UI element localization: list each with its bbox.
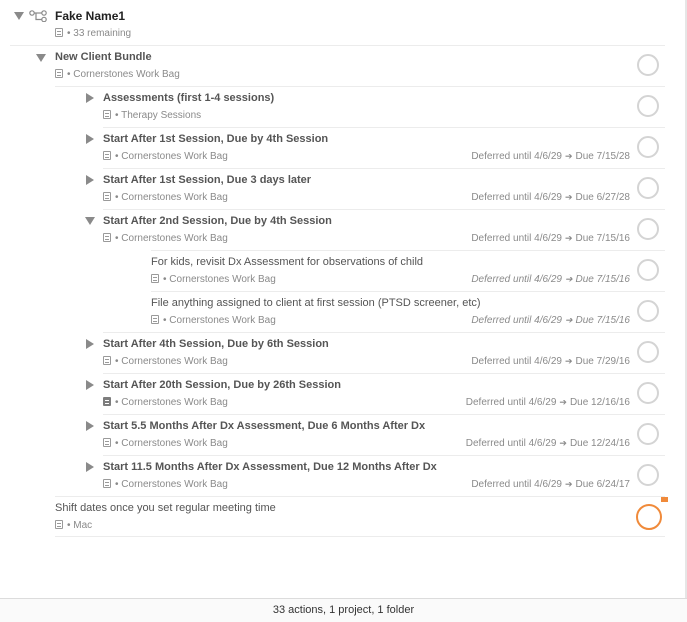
note-filled-icon	[103, 397, 111, 406]
action-title[interactable]: Start After 1st Session, Due 3 days later	[103, 174, 312, 186]
row-divider	[103, 127, 665, 128]
row-divider	[103, 455, 665, 456]
status-circle[interactable]	[637, 177, 659, 199]
action-context: • Cornerstones Work Bag	[103, 438, 228, 449]
disclosure-triangle-collapsed-icon[interactable]	[86, 339, 94, 349]
row-divider	[103, 414, 665, 415]
status-circle[interactable]	[637, 136, 659, 158]
disclosure-triangle-collapsed-icon[interactable]	[86, 93, 94, 103]
action-dates: Deferred until 4/6/29 ➔ Due 7/15/16	[471, 274, 630, 285]
note-icon	[103, 151, 111, 160]
action-title[interactable]: Start After 2nd Session, Due by 4th Session	[103, 215, 332, 227]
status-circle[interactable]	[637, 423, 659, 445]
action-title[interactable]: Start 5.5 Months After Dx Assessment, Due 6 Months After Dx	[103, 420, 426, 432]
action-dates: Deferred until 4/6/29 ➔ Due 12/24/16	[465, 438, 630, 449]
note-icon	[103, 356, 111, 365]
disclosure-triangle-collapsed-icon[interactable]	[86, 380, 94, 390]
action-dates: Deferred until 4/6/29 ➔ Due 7/29/16	[471, 356, 630, 367]
note-icon	[55, 520, 63, 529]
action-title[interactable]: Assessments (first 1-4 sessions)	[103, 92, 275, 104]
note-icon	[103, 192, 111, 201]
action-context: • Cornerstones Work Bag	[103, 356, 228, 367]
folder-hierarchy-icon	[29, 10, 47, 22]
flag-icon	[661, 497, 668, 502]
disclosure-triangle-expanded-icon[interactable]	[14, 12, 24, 20]
row-divider	[151, 250, 665, 251]
action-context: • Mac	[55, 520, 92, 531]
note-icon	[103, 438, 111, 447]
action-dates: Deferred until 4/6/29 ➔ Due 6/24/17	[471, 479, 630, 490]
disclosure-triangle-expanded-icon[interactable]	[85, 217, 95, 225]
folder-title[interactable]: Fake Name1	[55, 9, 126, 23]
status-summary: 33 actions, 1 project, 1 folder	[272, 604, 415, 616]
disclosure-triangle-expanded-icon[interactable]	[36, 54, 46, 62]
arrow-right-icon: ➔	[564, 274, 573, 284]
arrow-right-icon: ➔	[559, 438, 567, 448]
action-context: • Cornerstones Work Bag	[103, 233, 228, 244]
action-dates: Deferred until 4/6/29 ➔ Due 12/16/16	[465, 397, 630, 408]
action-context: • Cornerstones Work Bag	[103, 397, 228, 408]
disclosure-triangle-collapsed-icon[interactable]	[86, 462, 94, 472]
status-circle[interactable]	[637, 464, 659, 486]
arrow-right-icon: ➔	[564, 233, 573, 243]
status-circle[interactable]	[637, 95, 659, 117]
action-context: • Therapy Sessions	[103, 110, 201, 121]
note-icon	[55, 69, 63, 78]
note-icon	[103, 110, 111, 119]
flagged-status-circle[interactable]	[636, 504, 662, 530]
action-context: • Cornerstones Work Bag	[151, 315, 276, 326]
disclosure-triangle-collapsed-icon[interactable]	[86, 421, 94, 431]
action-dates: Deferred until 4/6/29 ➔ Due 7/15/16	[471, 233, 630, 244]
action-dates: Deferred until 4/6/29 ➔ Due 7/15/16	[471, 315, 630, 326]
arrow-right-icon: ➔	[564, 192, 573, 202]
note-icon	[103, 233, 111, 242]
action-dates: Deferred until 4/6/29 ➔ Due 7/15/28	[471, 151, 630, 162]
note-icon	[103, 479, 111, 488]
row-divider	[103, 209, 665, 210]
status-bar	[0, 598, 687, 622]
status-circle[interactable]	[637, 218, 659, 240]
action-title[interactable]: Start After 4th Session, Due by 6th Session	[103, 338, 329, 350]
project-title[interactable]: New Client Bundle	[55, 51, 152, 63]
action-title[interactable]: Start After 1st Session, Due by 4th Session	[103, 133, 329, 145]
status-circle[interactable]	[637, 259, 659, 281]
row-divider	[10, 45, 665, 46]
action-context: • Cornerstones Work Bag	[103, 151, 228, 162]
row-divider	[151, 291, 665, 292]
status-circle[interactable]	[637, 341, 659, 363]
disclosure-triangle-collapsed-icon[interactable]	[86, 175, 94, 185]
folder-subtitle: • 33 remaining	[55, 28, 131, 39]
action-title[interactable]: Start 11.5 Months After Dx Assessment, Due 12 Months After Dx	[103, 461, 437, 473]
action-title[interactable]: Start After 20th Session, Due by 26th Session	[103, 379, 341, 391]
action-title[interactable]: Shift dates once you set regular meeting time	[55, 502, 276, 514]
status-circle[interactable]	[637, 300, 659, 322]
arrow-right-icon: ➔	[564, 151, 573, 161]
status-circle[interactable]	[637, 382, 659, 404]
project-context: • Cornerstones Work Bag	[55, 69, 180, 80]
note-icon	[151, 315, 159, 324]
arrow-right-icon: ➔	[564, 315, 573, 325]
arrow-right-icon: ➔	[564, 356, 573, 366]
action-title[interactable]: For kids, revisit Dx Assessment for observations of child	[151, 256, 424, 268]
action-title[interactable]: File anything assigned to client at first session (PTSD screener, etc)	[151, 297, 481, 309]
row-divider	[55, 536, 665, 537]
disclosure-triangle-collapsed-icon[interactable]	[86, 134, 94, 144]
note-icon	[151, 274, 159, 283]
action-context: • Cornerstones Work Bag	[103, 479, 228, 490]
row-divider	[103, 332, 665, 333]
note-icon	[55, 28, 63, 37]
action-context: • Cornerstones Work Bag	[103, 192, 228, 203]
row-divider	[103, 168, 665, 169]
row-divider	[55, 86, 665, 87]
row-divider	[103, 373, 665, 374]
row-divider	[55, 496, 665, 497]
action-context: • Cornerstones Work Bag	[151, 274, 276, 285]
action-dates: Deferred until 4/6/29 ➔ Due 6/27/28	[471, 192, 630, 203]
status-circle[interactable]	[637, 54, 659, 76]
arrow-right-icon: ➔	[564, 479, 573, 489]
arrow-right-icon: ➔	[559, 397, 567, 407]
